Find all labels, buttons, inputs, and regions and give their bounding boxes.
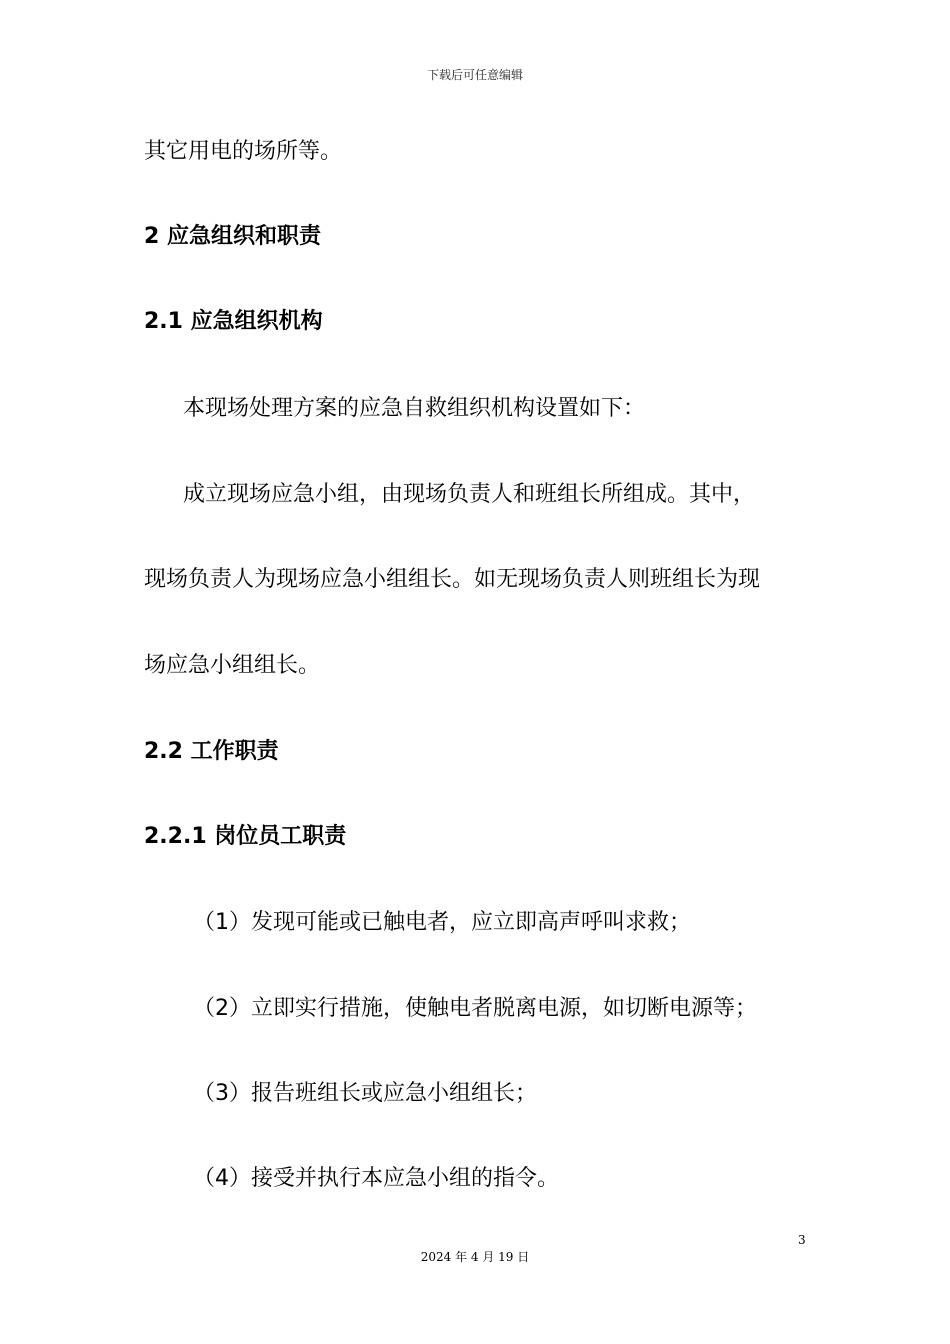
paragraph-line: 本现场处理方案的应急自救组织机构设置如下： [183, 396, 646, 421]
section-heading-2-1: 2.1 应急组织机构 [144, 309, 323, 334]
footer-date: 2024 年 4 月 19 日 [420, 1250, 530, 1264]
section-heading-2-2-1: 2.2.1 岗位员工职责 [144, 824, 347, 849]
paragraph-line: 现场负责人为现场应急小组组长。如无现场负责人则班组长为现 [144, 567, 761, 592]
paragraph-line: 场应急小组组长。 [144, 653, 321, 678]
header-note: 下载后可任意编辑 [426, 68, 523, 82]
list-item: （2）立即实行措施，使触电者脱离电源，如切断电源等； [193, 996, 757, 1021]
list-item: （1）发现可能或已触电者，应立即高声呼叫求救； [193, 910, 691, 935]
list-item: （3）报告班组长或应急小组组长； [193, 1081, 537, 1106]
section-heading-2: 2 应急组织和职责 [144, 224, 321, 249]
section-heading-2-2: 2.2 工作职责 [144, 739, 279, 764]
paragraph-line: 成立现场应急小组，由现场负责人和班组长所组成。其中， [183, 482, 756, 507]
page-number: 3 [798, 1233, 806, 1247]
list-item: （4）接受并执行本应急小组的指令。 [193, 1166, 559, 1191]
body-line: 其它用电的场所等。 [144, 139, 343, 164]
